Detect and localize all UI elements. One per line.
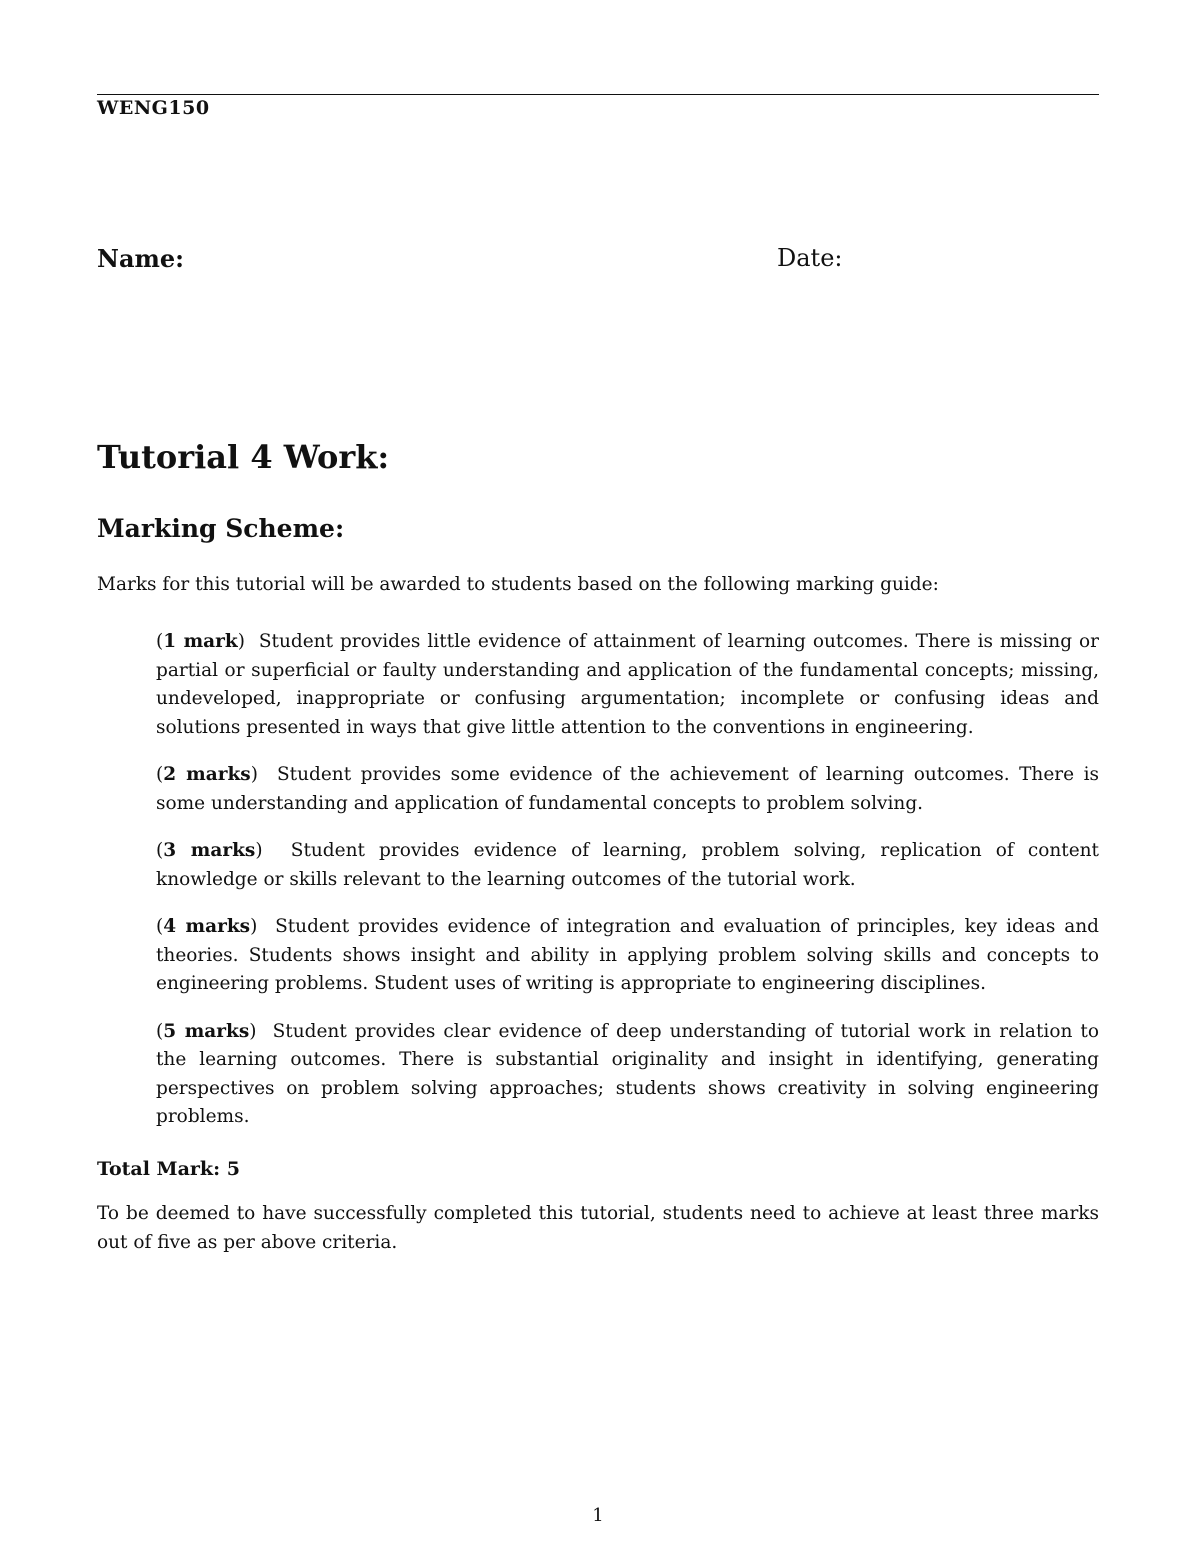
marking-scheme-heading: Marking Scheme: [97, 514, 345, 543]
criterion-3: (3 marks) Student provides evidence of learning, problem solving, replication of content knowledge or skills relevant to the learning outcomes of the tutorial work. [156, 840, 1099, 890]
criterion-mark: 1 mark [163, 631, 238, 652]
criterion-text: Student provides evidence of integration and evaluation of principles, key ideas and theories. Students shows insight and ability in applying problem solving skills and concepts to engineering problems. Student uses of writing is appropriate to engineering disciplines. [156, 916, 1099, 994]
course-code: WENG150 [97, 97, 210, 119]
criterion-text: Student provides evidence of learning, problem solving, replication of content knowledge or skills relevant to the learning outcomes of the tutorial work. [156, 840, 1099, 890]
criterion-mark: 3 marks [163, 840, 256, 861]
criterion-5: (5 marks) Student provides clear evidence of deep understanding of tutorial work in relation to the learning outcomes. There is substantial originality and insight in identifying, generating perspectives on problem solving approaches; students shows creativity in solving engineering problems. [156, 1020, 1100, 1127]
criterion-mark: 4 marks [163, 916, 251, 937]
criterion-2: (2 marks) Student provides some evidence of the achievement of learning outcomes. There is some understanding and application of fundamental concepts to problem solving. [156, 764, 1100, 814]
criterion-4: (4 marks) Student provides evidence of integration and evaluation of principles, key ideas and theories. Students shows insight and ability in applying problem solving skills and concepts to engineering problems. Student uses of writing is appropriate to engineering disciplines. [156, 916, 1099, 994]
criterion-mark: 2 marks [163, 764, 251, 785]
criterion-text: Student provides clear evidence of deep understanding of tutorial work in relation to the learning outcomes. There is substantial originality and insight in identifying, generating perspectives on problem solving approaches; students shows creativity in solving engineering problems. [156, 1020, 1100, 1127]
marking-criteria-list [156, 628, 1099, 1151]
name-field-label: Name: [97, 244, 185, 273]
page-number: 1 [592, 1505, 604, 1526]
header-rule [97, 94, 1099, 95]
marking-intro: Marks for this tutorial will be awarded to students based on the following marking guide: [97, 574, 939, 595]
criterion-text: Student provides some evidence of the achievement of learning outcomes. There is some understanding and application of fundamental concepts to problem solving. [156, 764, 1100, 814]
completion-requirement: To be deemed to have successfully completed this tutorial, students need to achieve at least three marks out of five as per above criteria. [97, 1203, 1099, 1253]
criterion-mark: 5 marks [163, 1020, 250, 1042]
criterion-1: (1 mark) Student provides little evidence of attainment of learning outcomes. There is missing or partial or superficial or faulty understanding and application of the fundamental concepts; missing, undeveloped, inappropriate or confusing argumentation; incomplete or confusing ideas and solutions presented in ways that give little attention to the conventions in engineering. [156, 631, 1099, 738]
tutorial-title: Tutorial 4 Work: [97, 438, 390, 476]
criterion-text: Student provides little evidence of attainment of learning outcomes. There is missing or partial or superficial or faulty understanding and application of the fundamental concepts; missing, undeveloped, inappropriate or confusing argumentation; incomplete or confusing ideas and solutions presented in ways that give little attention to the conventions in engineering. [156, 631, 1099, 738]
total-mark: Total Mark: 5 [97, 1158, 240, 1180]
date-field-label: Date: [777, 244, 843, 272]
